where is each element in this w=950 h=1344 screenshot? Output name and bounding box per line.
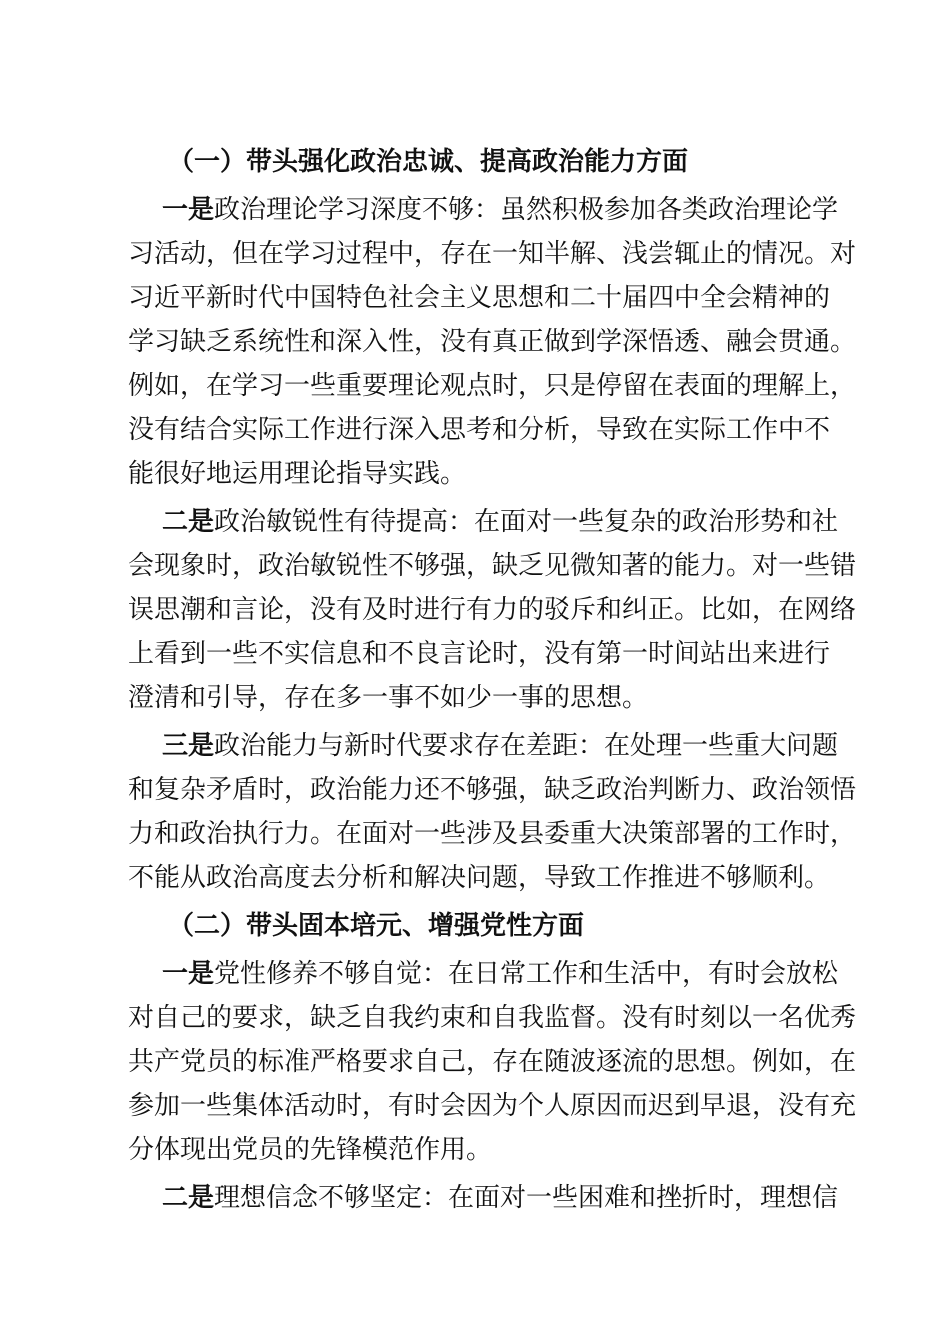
paragraph-line bbox=[128, 676, 824, 720]
paragraph-line bbox=[128, 188, 839, 232]
document-page bbox=[128, 136, 857, 1220]
paragraph-lead: 二是 bbox=[162, 507, 215, 537]
paragraph-line bbox=[128, 500, 839, 544]
line-text: 不能从政治高度去分析和解决问题，导致工作推进不够顺利。 bbox=[128, 863, 831, 893]
paragraph-line bbox=[128, 768, 857, 812]
paragraph bbox=[128, 952, 857, 1172]
paragraph-line bbox=[128, 588, 857, 632]
paragraph-line bbox=[128, 1128, 824, 1172]
paragraph bbox=[128, 500, 857, 720]
paragraph-line bbox=[128, 856, 831, 900]
line-text: 对自己的要求，缺乏自我约束和自我监督。没有时刻以一名优秀 bbox=[128, 1003, 857, 1033]
line-text: 误思潮和言论，没有及时进行有力的驳斥和纠正。比如，在网络 bbox=[128, 595, 857, 625]
line-text: 党性修养不够自觉：在日常工作和生活中，有时会放松 bbox=[214, 959, 839, 989]
paragraph-lead: 一是 bbox=[162, 959, 215, 989]
paragraph-line bbox=[128, 1040, 857, 1084]
section-heading bbox=[128, 904, 824, 948]
paragraph-lead: 二是 bbox=[162, 1183, 215, 1213]
paragraph-line bbox=[128, 812, 857, 856]
section-heading bbox=[128, 140, 824, 184]
line-text: 和复杂矛盾时，政治能力还不够强，缺乏政治判断力、政治领悟 bbox=[128, 775, 857, 805]
paragraph-line bbox=[128, 952, 839, 996]
paragraph-lead: 一是 bbox=[162, 195, 215, 225]
paragraph-line bbox=[128, 1176, 839, 1220]
paragraph-line bbox=[128, 544, 857, 588]
line-text: 上看到一些不实信息和不良言论时，没有第一时间站出来进行 bbox=[128, 639, 831, 669]
paragraph bbox=[128, 724, 857, 900]
heading-text: （一）带头强化政治忠诚、提高政治能力方面 bbox=[168, 147, 689, 177]
paragraph-line bbox=[128, 364, 857, 408]
line-text: 习近平新时代中国特色社会主义思想和二十届四中全会精神的 bbox=[128, 283, 831, 313]
paragraph-line bbox=[128, 452, 824, 496]
paragraph-line bbox=[128, 1084, 857, 1128]
paragraph-line bbox=[128, 276, 831, 320]
line-text: 力和政治执行力。在面对一些涉及县委重大决策部署的工作时， bbox=[128, 819, 857, 849]
line-text: 没有结合实际工作进行深入思考和分析，导致在实际工作中不 bbox=[128, 415, 831, 445]
line-text: 会现象时，政治敏锐性不够强，缺乏见微知著的能力。对一些错 bbox=[128, 551, 857, 581]
line-text: 政治敏锐性有待提高：在面对一些复杂的政治形势和社 bbox=[214, 507, 839, 537]
line-text: 政治能力与新时代要求存在差距：在处理一些重大问题 bbox=[214, 731, 839, 761]
line-text: 学习缺乏系统性和深入性，没有真正做到学深悟透、融会贯通。 bbox=[128, 327, 857, 357]
paragraph bbox=[128, 188, 857, 496]
paragraph-line bbox=[128, 996, 857, 1040]
paragraph-line bbox=[128, 724, 839, 768]
line-text: 理想信念不够坚定：在面对一些困难和挫折时，理想信 bbox=[214, 1183, 839, 1213]
heading-text: （二）带头固本培元、增强党性方面 bbox=[168, 911, 585, 941]
line-text: 参加一些集体活动时，有时会因为个人原因而迟到早退，没有充 bbox=[128, 1091, 857, 1121]
line-text: 政治理论学习深度不够：虽然积极参加各类政治理论学 bbox=[214, 195, 839, 225]
paragraph-line bbox=[128, 632, 831, 676]
line-text: 能很好地运用理论指导实践。 bbox=[128, 459, 467, 489]
paragraph-line bbox=[128, 320, 857, 364]
paragraph-line bbox=[128, 408, 831, 452]
line-text: 共产党员的标准严格要求自己，存在随波逐流的思想。例如，在 bbox=[128, 1047, 857, 1077]
line-text: 例如，在学习一些重要理论观点时，只是停留在表面的理解上， bbox=[128, 371, 857, 401]
paragraph-line bbox=[128, 232, 857, 276]
paragraph bbox=[128, 1176, 839, 1220]
line-text: 澄清和引导，存在多一事不如少一事的思想。 bbox=[128, 683, 649, 713]
line-text: 分体现出党员的先锋模范作用。 bbox=[128, 1135, 493, 1165]
paragraph-lead: 三是 bbox=[162, 731, 215, 761]
line-text: 习活动，但在学习过程中，存在一知半解、浅尝辄止的情况。对 bbox=[128, 239, 857, 269]
